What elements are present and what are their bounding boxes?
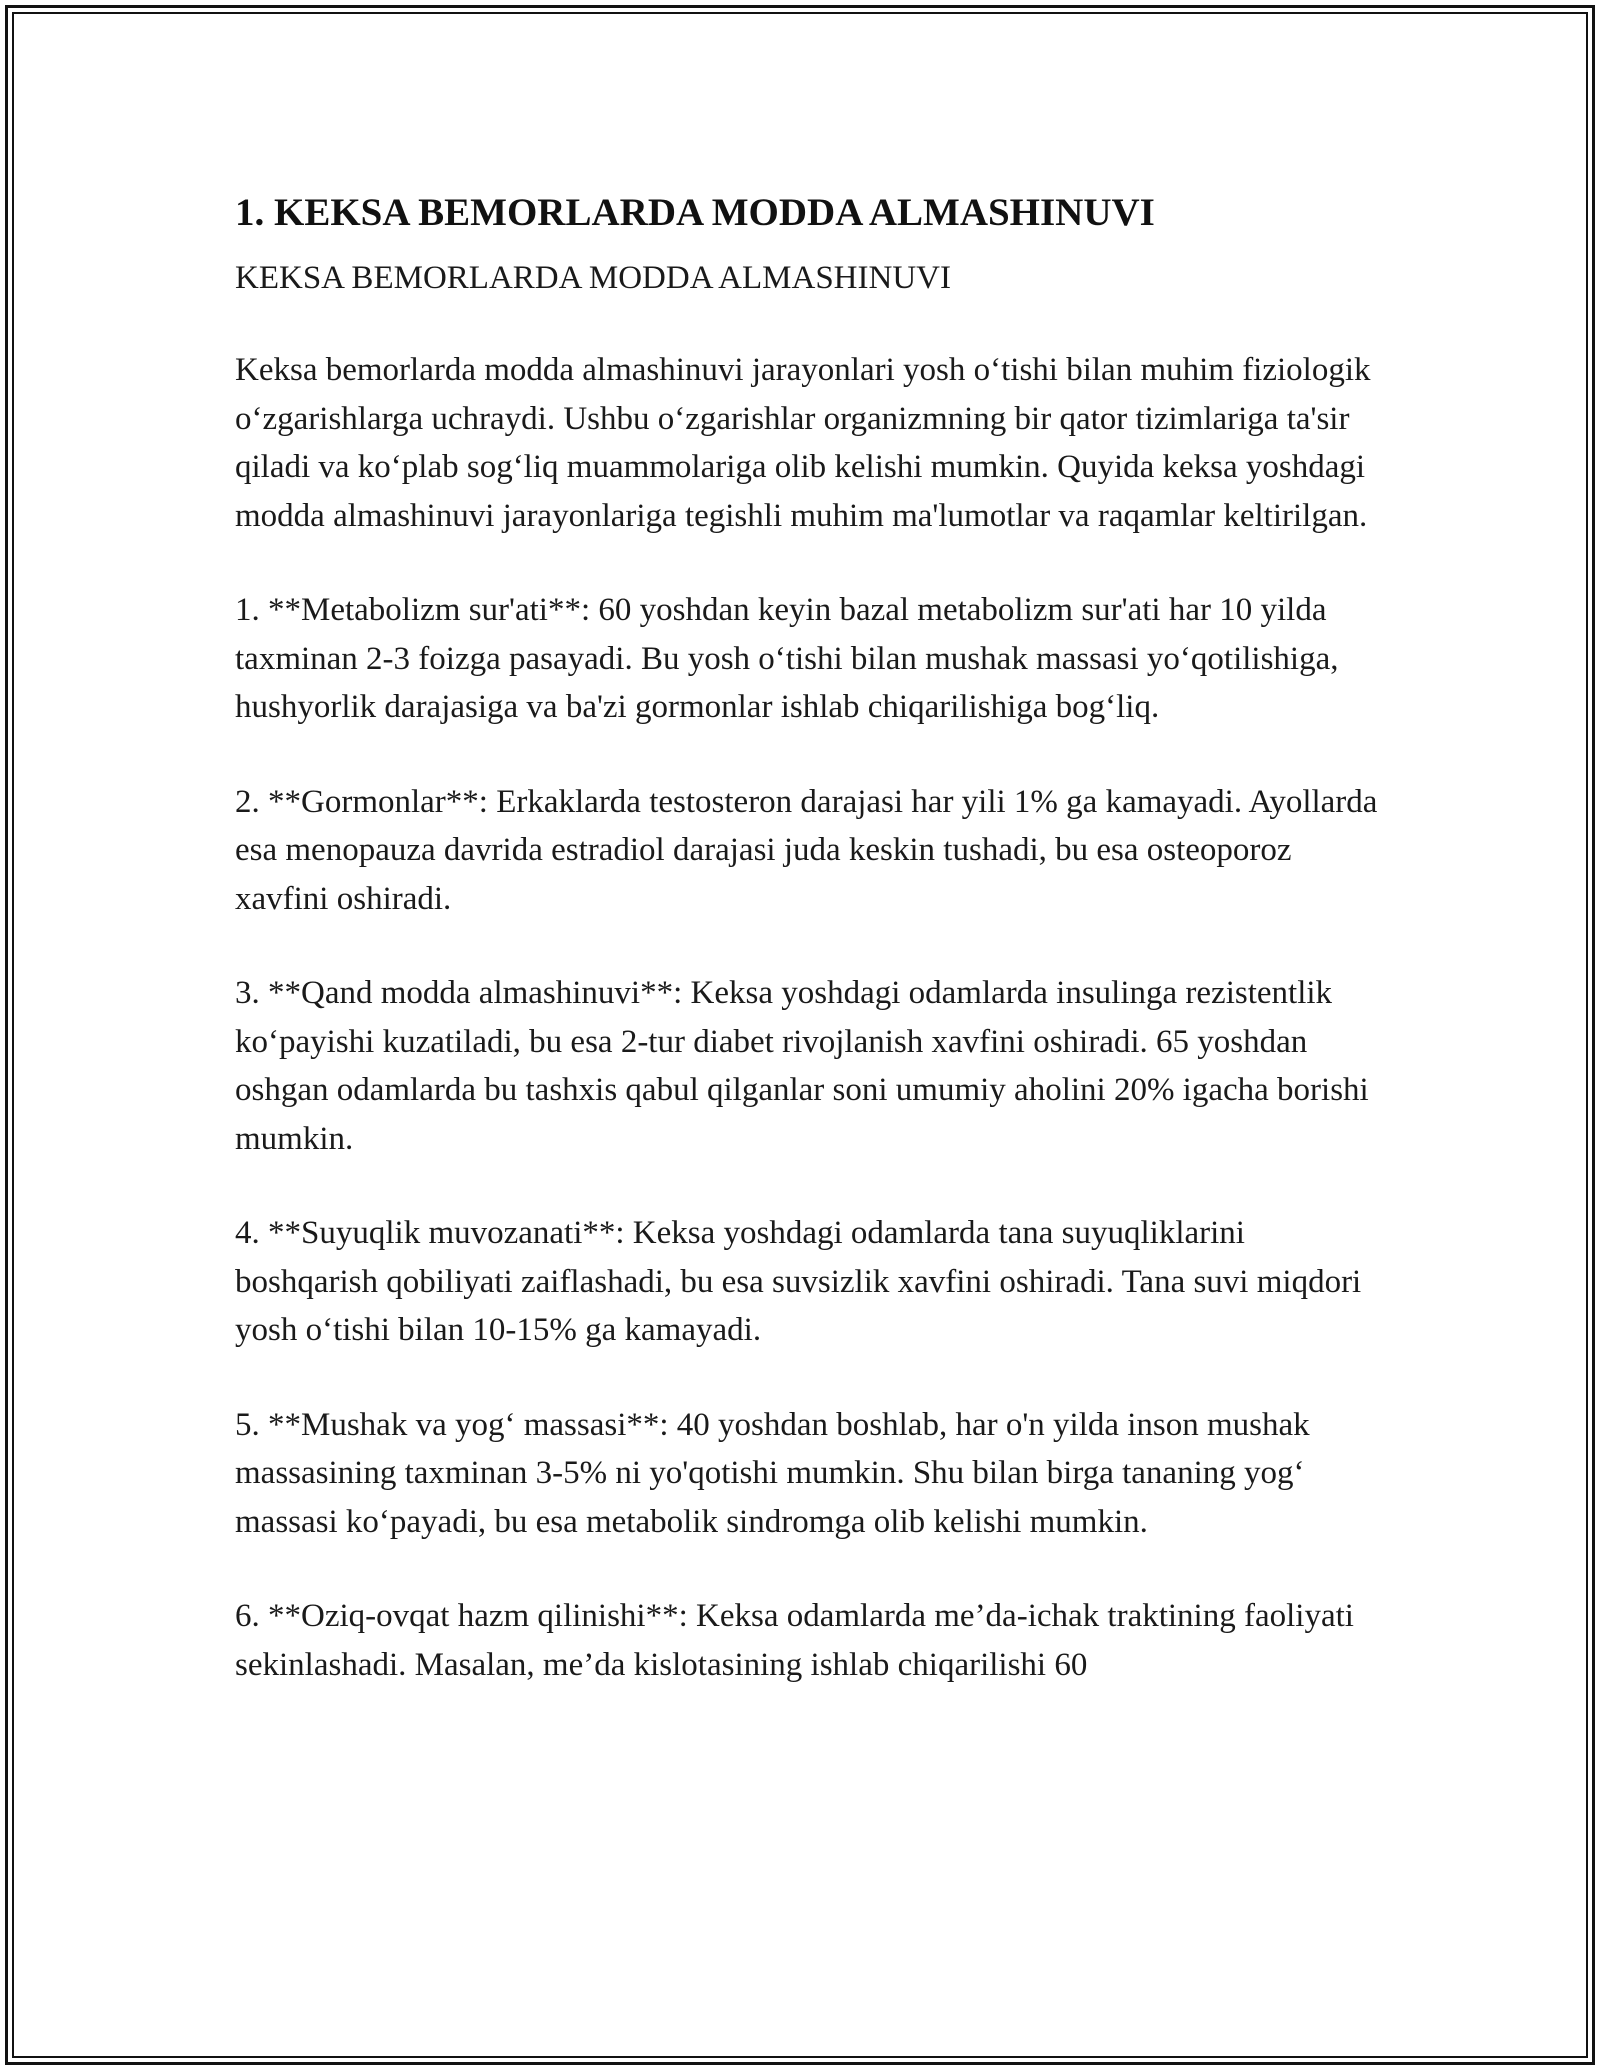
document-subheading: KEKSA BEMORLARDA MODDA ALMASHINUVI: [235, 260, 951, 296]
item-fluid-balance: 4. **Suyuqlik muvozanati**: Keksa yoshdagi odamlarda tana suyuqliklarini boshqarish qobiliyati zaiflashadi, bu esa suvsizlik xavfini oshiradi. Tana suvi miqdori yosh o‘tishi bilan 10-15% ga kamayadi.: [235, 1215, 1362, 1348]
document-heading: 1. KEKSA BEMORLARDA MODDA ALMASHINUVI: [235, 191, 1155, 234]
item-muscle-fat-mass: 5. **Mushak va yog‘ massasi**: 40 yoshdan boshlab, har o'n yilda inson mushak massasining taxminan 3-5% ni yo'qotishi mumkin. Shu bilan birga tananing yog‘ massasi ko‘payadi, bu esa metabolik sindromga olib kelishi mumkin.: [235, 1406, 1310, 1540]
document-body: [235, 188, 1385, 1689]
item-digestion: 6. **Oziq-ovqat hazm qilinishi**: Keksa odamlarda me’da-ichak traktining faoliyati sekinlashadi. Masalan, me’da kislotasining ishlab chiqarilishi 60: [235, 1598, 1354, 1683]
item-sugar-metabolism: 3. **Qand modda almashinuvi**: Keksa yoshdagi odamlarda insulinga rezistentlik ko‘payishi kuzatiladi, bu esa 2-tur diabet rivojlanish xavfini oshiradi. 65 yoshdan oshgan odamlarda bu tashxis qabul qilganlar soni umumiy aholini 20% igacha borishi mumkin.: [235, 975, 1369, 1157]
intro-paragraph: Keksa bemorlarda modda almashinuvi jarayonlari yosh o‘tishi bilan muhim fiziologik o‘zgarishlarga uchraydi. Ushbu o‘zgarishlar organizmning bir qator tizimlariga ta'sir qiladi va ko‘plab sog‘liq muammolariga olib kelishi mumkin. Quyida keksa yoshdagi modda almashinuvi jarayonlariga tegishli muhim ma'lumotlar va raqamlar keltirilgan.: [235, 352, 1371, 534]
item-metabolism-rate: 1. **Metabolizm sur'ati**: 60 yoshdan keyin bazal metabolizm sur'ati har 10 yilda taxminan 2-3 foizga pasayadi. Bu yosh o‘tishi bilan mushak massasi yo‘qotilishiga, hushyorlik darajasiga va ba'zi gormonlar ishlab chiqarilishiga bog‘liq.: [235, 592, 1339, 725]
item-hormones: 2. **Gormonlar**: Erkaklarda testosteron darajasi har yili 1% ga kamayadi. Ayollarda esa menopauza davrida estradiol darajasi juda keskin tushadi, bu esa osteoporoz xavfini oshiradi.: [235, 783, 1378, 917]
